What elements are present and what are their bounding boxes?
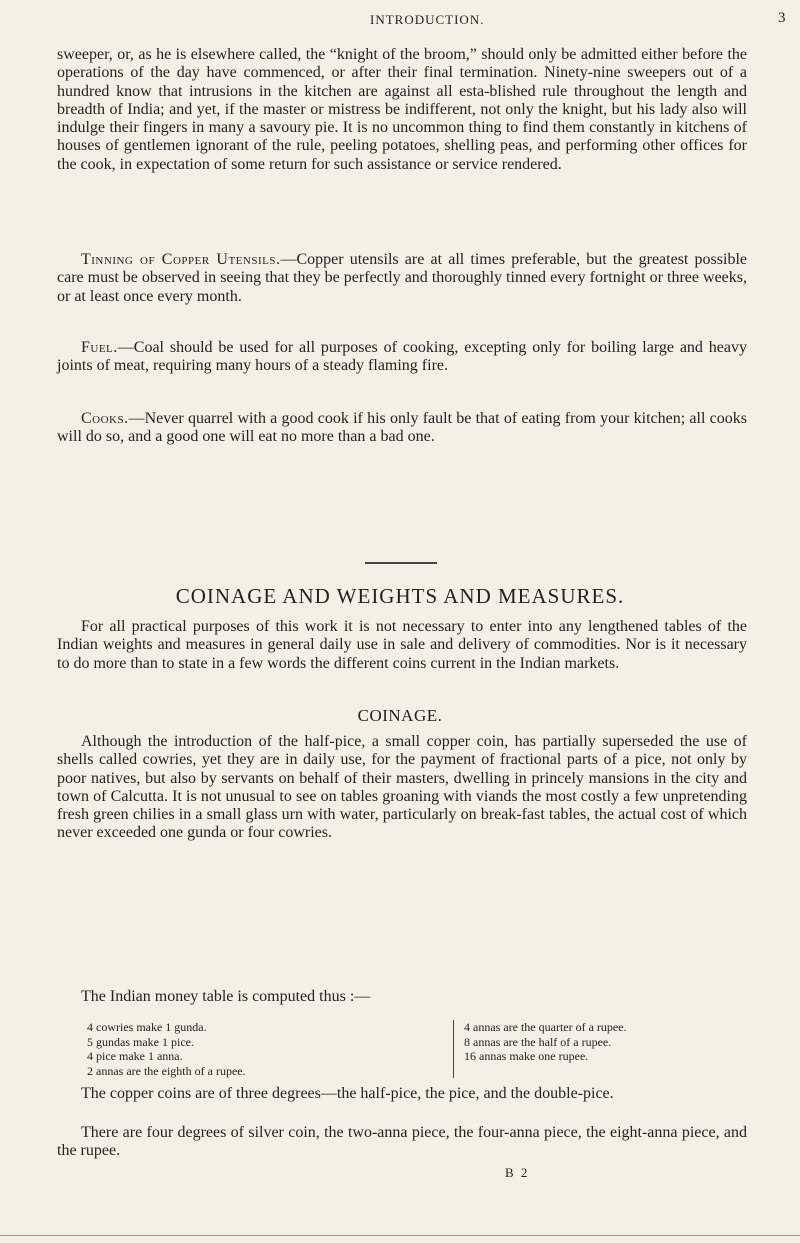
- money-table-row: 4 cowries make 1 gunda.: [87, 1020, 207, 1034]
- section-intro-paragraph: [57, 618, 747, 673]
- cooks-heading: Cooks.: [81, 410, 129, 427]
- running-title: INTRODUCTION.: [370, 12, 485, 27]
- copper-coins-paragraph: [57, 1085, 747, 1103]
- silver-coins-text: There are four degrees of silver coin, the two-anna piece, the four-anna piece, the eight-anna piece, and the rupee.: [57, 1124, 747, 1160]
- cooks-text: —Never quarrel with a good cook if his only fault be that of eating from your kitchen; all cooks will do so, and a good one will eat no more than a bad one.: [57, 410, 747, 446]
- tinning-paragraph: [57, 251, 747, 306]
- page-number: 3: [778, 10, 787, 26]
- copper-coins-text: The copper coins are of three degrees—the half-pice, the pice, and the double-pice.: [81, 1085, 614, 1102]
- money-table-row: 8 annas are the half of a rupee.: [464, 1034, 612, 1049]
- fuel-heading: Fuel.: [81, 339, 118, 356]
- tinning-heading: Tinning of Copper Utensils.: [81, 251, 281, 268]
- intro-paragraph: [57, 46, 747, 174]
- tinning-text: —Copper utensils are at all times preferable, but the greatest possible care must be observed in seeing that they be perfectly and thoroughly tinned every fortnight or three weeks, or at least once every month.: [57, 251, 748, 305]
- section-divider: [365, 562, 437, 564]
- section-title: COINAGE AND WEIGHTS AND MEASURES.: [175, 584, 625, 608]
- cooks-paragraph: [57, 410, 747, 447]
- money-table-row: 16 annas make one rupee.: [464, 1049, 589, 1063]
- fuel-paragraph: [57, 339, 747, 376]
- money-table-row: 5 gundas make 1 pice.: [87, 1034, 194, 1049]
- coinage-subtitle: COINAGE.: [357, 706, 443, 725]
- money-table-row: 2 annas are the eighth of a rupee.: [87, 1063, 246, 1078]
- fuel-text: —Coal should be used for all purposes of cooking, excepting only for boiling large and heavy joints of meat, requiring many hours of a steady flaming fire.: [57, 339, 747, 375]
- page-bottom-edge: [0, 1235, 800, 1236]
- money-table-left-column: [87, 1020, 397, 1078]
- signature-mark: B 2: [505, 1165, 530, 1180]
- coinage-text: Although the introduction of the half-pice, a small copper coin, has partially superseded the use of shells called cowries, yet they are in daily use, for the payment of fractional parts of a pice, not only by poor natives, but also by servants on behalf of their masters, dwelling in princely mansions in the city and town of Calcutta. It is not unusual to see on tables groaning with viands the most costly a few unpretending fresh green chilies in a small glass urn with water, particularly on break-fast tables, the actual cost of which never exceeded one gunda or four cowries.: [57, 733, 747, 842]
- money-table-row: 4 annas are the quarter of a rupee.: [464, 1020, 627, 1034]
- coinage-paragraph: [57, 733, 747, 843]
- money-table-right-column: [453, 1020, 764, 1078]
- money-table-intro-text: The Indian money table is computed thus :—: [81, 988, 371, 1005]
- intro-text: sweeper, or, as he is elsewhere called, the “knight of the broom,” should only be admitted either before the operations of the day have commenced, or after their final termination. Ninety-nine sweepers out of a hundred know that intrusions in the kitchen are against all esta-blished rule throughout the length and breadth of India; and yet, if the master or mistress be indifferent, not only the knight, but his lady also will indulge their fingers in many a savoury pie. It is no uncommon thing to find them constantly in kitchens of houses of gentlemen ignorant of the rule, peeling potatoes, shelling peas, and performing other offices for the cook, in expectation of some return for such assistance or service rendered.: [57, 46, 747, 173]
- money-table-intro: [57, 988, 747, 1006]
- silver-coins-paragraph: [57, 1124, 747, 1161]
- section-intro-text: For all practical purposes of this work it is not necessary to enter into any lengthened tables of the Indian weights and measures in general daily use in sale and delivery of commodities. Nor is it necessary to do more than to state in a few words the different coins current in the Indian markets.: [57, 618, 747, 672]
- money-table-row: 4 pice make 1 anna.: [87, 1049, 183, 1063]
